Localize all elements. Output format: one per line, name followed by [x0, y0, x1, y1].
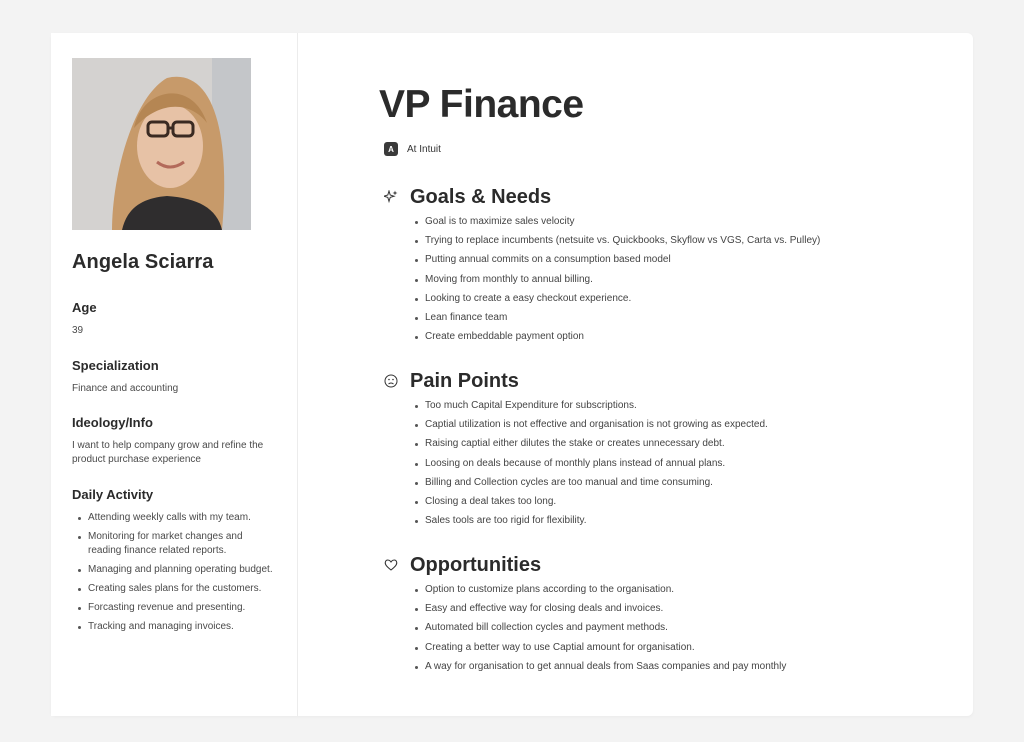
specialization-section [72, 358, 287, 396]
profile-sidebar [51, 33, 298, 716]
daily-activity-list [72, 511, 287, 634]
company-badge: A [384, 142, 398, 156]
list-item: Forcasting revenue and presenting. [78, 601, 287, 615]
age-label: Age [72, 300, 97, 315]
list-item: Automated bill collection cycles and payment methods. [415, 621, 939, 635]
specialization-value: Finance and accounting [72, 383, 179, 394]
age-section [72, 300, 287, 338]
company-name: At Intuit [407, 143, 441, 155]
persona-name: Angela Sciarra [72, 251, 214, 273]
list-item: Easy and effective way for closing deals and invoices. [415, 602, 939, 616]
list-item: Raising captial either dilutes the stake or creates unnecessary debt. [415, 437, 939, 451]
list-item: Goal is to maximize sales velocity [415, 215, 939, 229]
daily-activity-section [72, 487, 287, 639]
list-item: Looking to create a easy checkout experience. [415, 292, 939, 306]
list-item: Option to customize plans according to the organisation. [415, 583, 939, 597]
list-item: Closing a deal takes too long. [415, 495, 939, 509]
heart-icon [384, 558, 398, 572]
list-item: Loosing on deals because of monthly plans instead of annual plans. [415, 457, 939, 471]
list-item: Tracking and managing invoices. [78, 620, 287, 634]
list-item: Trying to replace incumbents (netsuite vs. Quickbooks, Skyflow vs VGS, Carta vs. Pulley) [415, 234, 939, 248]
daily-activity-label: Daily Activity [72, 487, 154, 502]
specialization-label: Specialization [72, 358, 159, 373]
list-item: Creating a better way to use Captial amount for organisation. [415, 641, 939, 655]
goals-list [379, 215, 939, 344]
list-item: Captial utilization is not effective and organisation is not growing as expected. [415, 418, 939, 432]
list-item: Creating sales plans for the customers. [78, 582, 287, 596]
ideology-label: Ideology/Info [72, 415, 153, 430]
pain-points-title: Pain Points [410, 369, 519, 392]
sad-face-icon [384, 374, 398, 388]
opportunities-list [379, 583, 939, 674]
persona-details [379, 33, 949, 716]
list-item: Create embeddable payment option [415, 330, 939, 344]
sparkle-icon [384, 190, 398, 204]
goals-title: Goals & Needs [410, 185, 552, 208]
opportunities-title: Opportunities [410, 553, 542, 576]
ideology-value: I want to help company grow and refine the product purchase experience [72, 440, 264, 465]
page-title: VP Finance [379, 83, 584, 126]
profile-photo [72, 58, 251, 230]
list-item: Lean finance team [415, 311, 939, 325]
list-item: Managing and planning operating budget. [78, 563, 287, 577]
list-item: Moving from monthly to annual billing. [415, 273, 939, 287]
opportunities-section [379, 553, 939, 679]
list-item: Monitoring for market changes and reading finance related reports. [78, 530, 263, 558]
pain-points-section [379, 369, 939, 533]
list-item: Sales tools are too rigid for flexibility. [415, 514, 939, 528]
goals-section [379, 185, 939, 349]
list-item: Putting annual commits on a consumption based model [415, 253, 939, 267]
list-item: Attending weekly calls with my team. [78, 511, 287, 525]
list-item: Too much Capital Expenditure for subscriptions. [415, 399, 939, 413]
list-item: A way for organisation to get annual deals from Saas companies and pay monthly [415, 660, 939, 674]
ideology-section [72, 415, 277, 467]
pain-points-list [379, 399, 939, 528]
company-row [384, 142, 441, 156]
list-item: Billing and Collection cycles are too manual and time consuming. [415, 476, 939, 490]
age-value: 39 [72, 325, 84, 336]
